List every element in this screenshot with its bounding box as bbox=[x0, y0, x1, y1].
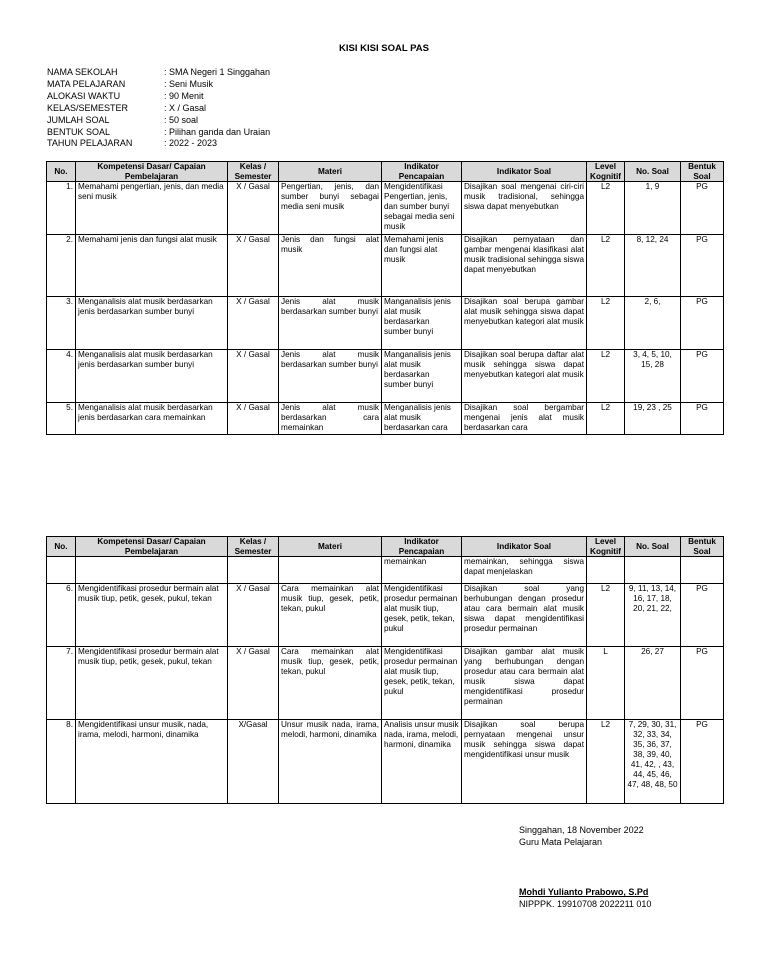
cell-no: 1. bbox=[47, 182, 76, 235]
header-materi: Materi bbox=[279, 162, 382, 182]
cell-no-soal bbox=[625, 557, 681, 584]
cell-no: 2. bbox=[47, 235, 76, 297]
signature-name: Mohdi Yulianto Prabowo, S.Pd bbox=[519, 887, 649, 897]
cell-level-kognitif: L2 bbox=[587, 297, 625, 350]
cell-materi: Jenis alat musik berdasarkan sumber bunyi bbox=[279, 350, 382, 403]
header-indikator-pencapaian: Indikator Pencapaian bbox=[382, 162, 462, 182]
table-row bbox=[47, 403, 724, 435]
info-row bbox=[47, 138, 270, 150]
info-value: : X / Gasal bbox=[164, 102, 207, 113]
cell-level-kognitif: L2 bbox=[587, 720, 625, 804]
info-value: : 90 Menit bbox=[164, 90, 204, 101]
header-kelas-semester: Kelas / Semester bbox=[228, 162, 279, 182]
info-value: : Seni Musik bbox=[164, 78, 214, 89]
cell-level-kognitif: L bbox=[587, 647, 625, 720]
cell-level-kognitif: L2 bbox=[587, 235, 625, 297]
cell-no: 4. bbox=[47, 350, 76, 403]
cell-indikator-pencapaian: Manganalisis jenis alat musik berdasarkan sumber bunyi bbox=[382, 297, 462, 350]
cell-indikator-pencapaian: Memahami jenis dan fungsi alat musik bbox=[382, 235, 462, 297]
cell-indikator-pencapaian: Mengidentifikasi prosedur permainan alat musik tiup, gesek, petik, tekan, pukul bbox=[382, 647, 462, 720]
table-row bbox=[47, 557, 724, 584]
kisi-table-2 bbox=[46, 536, 724, 804]
cell-materi: Cara memainkan alat musik tiup, gesek, petik, tekan, pukul bbox=[279, 584, 382, 647]
info-row bbox=[47, 79, 270, 91]
info-row bbox=[47, 115, 270, 127]
cell-no-soal: 26, 27 bbox=[625, 647, 681, 720]
cell-level-kognitif: L2 bbox=[587, 182, 625, 235]
info-row bbox=[47, 67, 270, 79]
cell-indikator-soal: Disajikan soal berupa daftar alat musik sehingga siswa dapat menyebutkan kategori alat musik bbox=[462, 350, 587, 403]
cell-indikator-soal: Disajikan soal berupa gambar alat musik sehingga siswa dapat menyebutkan kategori alat musik bbox=[462, 297, 587, 350]
cell-materi: Jenis dan fungsi alat musik bbox=[279, 235, 382, 297]
cell-indikator-soal: Disajikan soal mengenai ciri-ciri musik tradisional, sehingga siswa dapat menyebutkan bbox=[462, 182, 587, 235]
info-row bbox=[47, 127, 270, 139]
table-row bbox=[47, 720, 724, 804]
cell-indikator-soal: memainkan, sehingga siswa dapat menjelaskan bbox=[462, 557, 587, 584]
table-row bbox=[47, 647, 724, 720]
cell-indikator-soal: Disajikan gambar alat musik yang berhubungan dengan prosedur atau cara bermain alat musik siswa dapat mengidentifikasi prosedur permainan bbox=[462, 647, 587, 720]
cell-bentuk-soal: PG bbox=[681, 182, 724, 235]
info-key: MATA PELAJARAN bbox=[47, 78, 126, 89]
cell-kompetensi-dasar: Memahami jenis dan fungsi alat musik bbox=[76, 235, 228, 297]
info-key: ALOKASI WAKTU bbox=[47, 90, 121, 101]
cell-materi: Unsur musik nada, irama, melodi, harmoni, dinamika bbox=[279, 720, 382, 804]
school-info bbox=[47, 67, 270, 150]
table-row bbox=[47, 235, 724, 297]
info-key: TAHUN PELAJARAN bbox=[47, 138, 133, 149]
cell-bentuk-soal: PG bbox=[681, 403, 724, 435]
cell-indikator-pencapaian: Manganalisis jenis alat musik berdasarkan sumber bunyi bbox=[382, 350, 462, 403]
cell-materi: Cara memainkan alat musik tiup, gesek, petik, tekan, pukul bbox=[279, 647, 382, 720]
header-kompetensi-dasar: Kompetensi Dasar/ Capaian Pembelajaran bbox=[76, 537, 228, 557]
cell-kelas-semester: X/Gasal bbox=[228, 720, 279, 804]
header-indikator-soal: Indikator Soal bbox=[462, 537, 587, 557]
cell-no: 8. bbox=[47, 720, 76, 804]
cell-indikator-soal: Disajikan soal bergambar mengenai jenis alat musik berdasarkan cara bbox=[462, 403, 587, 435]
cell-no: 6. bbox=[47, 584, 76, 647]
table-row bbox=[47, 584, 724, 647]
info-value: : Pilihan ganda dan Uraian bbox=[164, 126, 271, 137]
info-value: : 2022 - 2023 bbox=[164, 138, 218, 149]
table-row bbox=[47, 182, 724, 235]
table-row bbox=[47, 297, 724, 350]
info-key: NAMA SEKOLAH bbox=[47, 67, 118, 77]
signature-place-date: Singgahan, 18 November 2022 bbox=[519, 825, 644, 835]
info-value: : SMA Negeri 1 Singgahan bbox=[164, 67, 271, 77]
cell-bentuk-soal: PG bbox=[681, 297, 724, 350]
cell-indikator-pencapaian: Mengidentifikasi prosedur permainan alat musik tiup, gesek, petik, tekan, pukul bbox=[382, 584, 462, 647]
cell-no: 5. bbox=[47, 403, 76, 435]
cell-level-kognitif: L2 bbox=[587, 584, 625, 647]
header-indikator-soal: Indikator Soal bbox=[462, 162, 587, 182]
header-kelas-semester: Kelas / Semester bbox=[228, 537, 279, 557]
header-indikator-pencapaian: Indikator Pencapaian bbox=[382, 537, 462, 557]
cell-kompetensi-dasar: Mengidentifikasi unsur musik, nada, irama, melodi, harmoni, dinamika bbox=[76, 720, 228, 804]
info-value: : 50 soal bbox=[164, 114, 199, 125]
cell-materi: Jenis alat musik berdasarkan sumber bunyi bbox=[279, 297, 382, 350]
header-kompetensi-dasar: Kompetensi Dasar/ Capaian Pembelajaran bbox=[76, 162, 228, 182]
cell-indikator-soal: Disajikan pernyataan dan gambar mengenai klasifikasi alat musik tradisional sehingga siswa dapat menyebutkan bbox=[462, 235, 587, 297]
cell-kompetensi-dasar: Menganalisis alat musik berdasarkan jenis berdasarkan cara memainkan bbox=[76, 403, 228, 435]
cell-kompetensi-dasar: Memahami pengertian, jenis, dan media seni musik bbox=[76, 182, 228, 235]
cell-kompetensi-dasar bbox=[76, 557, 228, 584]
cell-no-soal: 9, 11, 13, 14, 16, 17, 18, 20, 21, 22, bbox=[625, 584, 681, 647]
cell-level-kognitif bbox=[587, 557, 625, 584]
cell-materi: Jenis alat musik berdasarkan cara memainkan bbox=[279, 403, 382, 435]
cell-indikator-pencapaian: Menganalisis jenis alat musik berdasarkan cara bbox=[382, 403, 462, 435]
info-key: BENTUK SOAL bbox=[47, 126, 111, 137]
header-no-soal: No. Soal bbox=[625, 162, 681, 182]
cell-level-kognitif: L2 bbox=[587, 350, 625, 403]
signature-nip: NIPPPK. 19910708 2022211 010 bbox=[519, 899, 652, 909]
header-level-kognitif: Level Kognitif bbox=[587, 537, 625, 557]
cell-no-soal: 1, 9 bbox=[625, 182, 681, 235]
cell-no-soal: 8, 12, 24 bbox=[625, 235, 681, 297]
cell-kompetensi-dasar: Menganalisis alat musik berdasarkan jenis berdasarkan sumber bunyi bbox=[76, 297, 228, 350]
kisi-table-1 bbox=[46, 161, 724, 435]
cell-bentuk-soal: PG bbox=[681, 647, 724, 720]
info-row bbox=[47, 103, 270, 115]
cell-kelas-semester: X / Gasal bbox=[228, 647, 279, 720]
cell-no: 3. bbox=[47, 297, 76, 350]
header-level-kognitif: Level Kognitif bbox=[587, 162, 625, 182]
cell-indikator-soal: Disajikan soal berupa pernyataan mengenai unsur musik sehingga siswa dapat mengidentifikasi unsur musik bbox=[462, 720, 587, 804]
cell-no-soal: 2, 6, bbox=[625, 297, 681, 350]
cell-indikator-pencapaian: Analisis unsur musik nada, irama, melodi, harmoni, dinamika bbox=[382, 720, 462, 804]
cell-no-soal: 19, 23 , 25 bbox=[625, 403, 681, 435]
cell-no-soal: 3, 4, 5, 10, 15, 28 bbox=[625, 350, 681, 403]
cell-indikator-pencapaian: Mengidentifikasi Pengertian, jenis, dan sumber bunyi sebagai media seni musik bbox=[382, 182, 462, 235]
signature-role: Guru Mata Pelajaran bbox=[519, 837, 603, 847]
header-bentuk-soal: Bentuk Soal bbox=[681, 537, 724, 557]
cell-no: 7. bbox=[47, 647, 76, 720]
header-materi: Materi bbox=[279, 537, 382, 557]
cell-bentuk-soal bbox=[681, 557, 724, 584]
cell-kelas-semester: X / Gasal bbox=[228, 182, 279, 235]
cell-kelas-semester bbox=[228, 557, 279, 584]
info-key: JUMLAH SOAL bbox=[47, 114, 110, 125]
info-key: KELAS/SEMESTER bbox=[47, 102, 129, 113]
table-header-row bbox=[47, 537, 724, 557]
header-no: No. bbox=[47, 162, 76, 182]
cell-kelas-semester: X / Gasal bbox=[228, 403, 279, 435]
cell-kelas-semester: X / Gasal bbox=[228, 235, 279, 297]
header-no: No. bbox=[47, 537, 76, 557]
cell-no-soal: 7, 29, 30, 31, 32, 33, 34, 35, 36, 37, 38, 39, 40, 41, 42, , 43, 44, 45, 46, 47, 48, 48, 50 bbox=[625, 720, 681, 804]
cell-bentuk-soal: PG bbox=[681, 720, 724, 804]
cell-kompetensi-dasar: Menganalisis alat musik berdasarkan jenis berdasarkan sumber bunyi bbox=[76, 350, 228, 403]
cell-kompetensi-dasar: Mengidentifikasi prosedur bermain alat musik tiup, petik, gesek, pukul, tekan bbox=[76, 584, 228, 647]
info-row bbox=[47, 91, 270, 103]
cell-kelas-semester: X / Gasal bbox=[228, 350, 279, 403]
document-title: KISI KISI SOAL PAS bbox=[339, 43, 429, 54]
table-header-row bbox=[47, 162, 724, 182]
cell-level-kognitif: L2 bbox=[587, 403, 625, 435]
cell-materi: Pengertian, jenis, dan sumber bunyi sebagai media seni musik bbox=[279, 182, 382, 235]
cell-bentuk-soal: PG bbox=[681, 350, 724, 403]
cell-indikator-pencapaian: memainkan bbox=[382, 557, 462, 584]
table-row bbox=[47, 350, 724, 403]
cell-kelas-semester: X / Gasal bbox=[228, 297, 279, 350]
cell-kelas-semester: X / Gasal bbox=[228, 584, 279, 647]
cell-kompetensi-dasar: Mengidentifikasi prosedur bermain alat musik tiup, petik, gesek, pukul, tekan bbox=[76, 647, 228, 720]
cell-bentuk-soal: PG bbox=[681, 584, 724, 647]
header-bentuk-soal: Bentuk Soal bbox=[681, 162, 724, 182]
header-no-soal: No. Soal bbox=[625, 537, 681, 557]
cell-materi bbox=[279, 557, 382, 584]
cell-no bbox=[47, 557, 76, 584]
cell-bentuk-soal: PG bbox=[681, 235, 724, 297]
cell-indikator-soal: Disajikan soal yang berhubungan dengan prosedur atau cara bermain alat musik siswa dapat mengidentifikasi prosedur permainan bbox=[462, 584, 587, 647]
